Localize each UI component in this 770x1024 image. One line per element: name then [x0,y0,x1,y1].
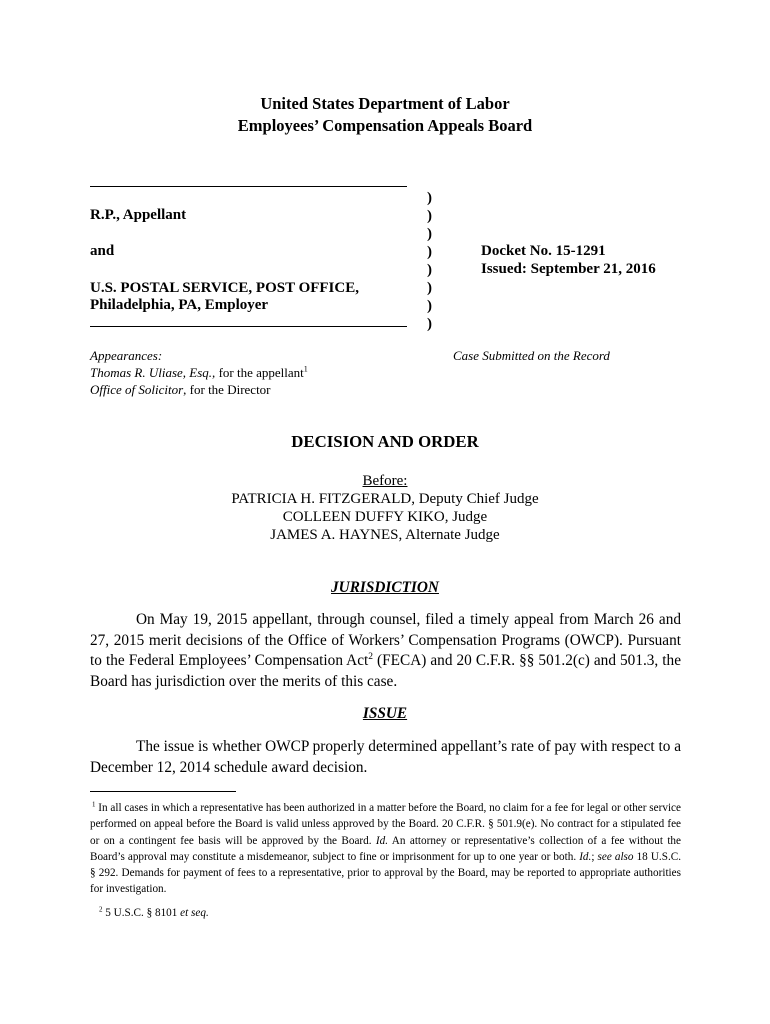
footnote-1-see-also: see also [597,850,634,863]
jurisdiction-heading: JURISDICTION [331,579,439,596]
footnote-1-text-c: ; [591,850,598,863]
board-title: Employees’ Compensation Appeals Board [237,116,533,135]
footnote-separator [90,791,236,792]
footnote-1-text-d: 18 U.S.C. § 292. Demands for payment of fees to a representative, prior to approval by the Board, may be reported to appropriate authorities for investigation. [90,850,682,896]
footnote-1 [90,800,681,898]
footnote-1-id-2: Id. [579,850,592,863]
issued-date: Issued: September 21, 2016 [481,261,656,277]
counsel-role: for the appellant [215,365,304,380]
caption-paren: ) [427,298,432,314]
caption-paren: ) [427,316,432,332]
footnote-1-text-b: An attorney or representative’s collection of a fee without the Board’s approval may constitute a misdemeanor, subject to fine or imprisonment for up to one year or both. [90,834,681,863]
judge-1: PATRICIA H. FITZGERALD, Deputy Chief Judge [231,491,539,507]
jurisdiction-paragraph [90,610,681,692]
agency-title: United States Department of Labor [260,94,510,113]
solicitor-name: Office of Solicitor [90,382,184,397]
solicitor-role: , for the Director [183,382,271,397]
appellant-counsel [90,365,308,381]
judge-3: JAMES A. HAYNES, Alternate Judge [270,527,500,543]
employer-line-1: U.S. POSTAL SERVICE, POST OFFICE, [90,280,359,296]
footnote-1-text-a: In all cases in which a representative has been authorized in a matter before the Board, no claim for a fee for legal or other service performed on appeal before the Board is valid unless approved by the Board. 20 C.F.R. § 501.9(e). No contract for a stipulated fee or on a contingent fee basis will be approved by the Board. [90,802,681,847]
jurisdiction-text-a: On May 19, 2015 appellant, through counsel, filed a timely appeal from March 26 and 27, 2015 merit decisions of the Office of Workers’ Compensation Programs (OWCP). Pursuant to the Federal Employees’ Compensation Act [90,611,681,670]
counsel-name: Thomas R. Uliase, Esq., [90,365,216,380]
appellant-name: R.P., Appellant [90,207,187,223]
caption-paren: ) [427,208,432,224]
judge-2: COLLEEN DUFFY KIKO, Judge [282,509,488,525]
caption-paren: ) [427,226,432,242]
appearances-label: Appearances: [90,348,163,363]
caption-paren: ) [427,190,432,206]
director-counsel [90,382,271,398]
caption-bottom-rule [90,326,407,327]
footnote-ref-2[interactable]: 2 [368,652,373,663]
footnote-2-number: 2 [99,905,103,914]
footnote-ref-1[interactable]: 1 [303,364,308,374]
issue-paragraph: The issue is whether OWCP properly determined appellant’s rate of pay with respect to a December 12, 2014 schedule award decision. [90,738,681,776]
footnote-2-et-seq: et seq. [180,907,209,919]
caption-and: and [90,243,115,259]
footnote-2-text: 5 U.S.C. § 8101 [102,907,181,919]
caption-paren: ) [427,262,432,278]
employer-line-2: Philadelphia, PA, Employer [90,297,269,313]
issue-heading: ISSUE [362,705,408,722]
jurisdiction-text-b: (FECA) and 20 C.F.R. §§ 501.2(c) and 501.3, the Board has jurisdiction over the merits of this case. [90,652,681,690]
docket-number: Docket No. 15-1291 [481,243,606,259]
decision-title: DECISION AND ORDER [291,432,479,451]
footnote-2 [90,905,690,921]
caption-paren: ) [427,244,432,260]
footnote-1-number: 1 [92,800,96,809]
caption-paren: ) [427,280,432,296]
before-label: Before: [362,473,408,489]
case-record-note: Case Submitted on the Record [453,348,610,363]
caption-top-rule [90,186,407,187]
footnote-1-id: Id. [375,834,389,847]
